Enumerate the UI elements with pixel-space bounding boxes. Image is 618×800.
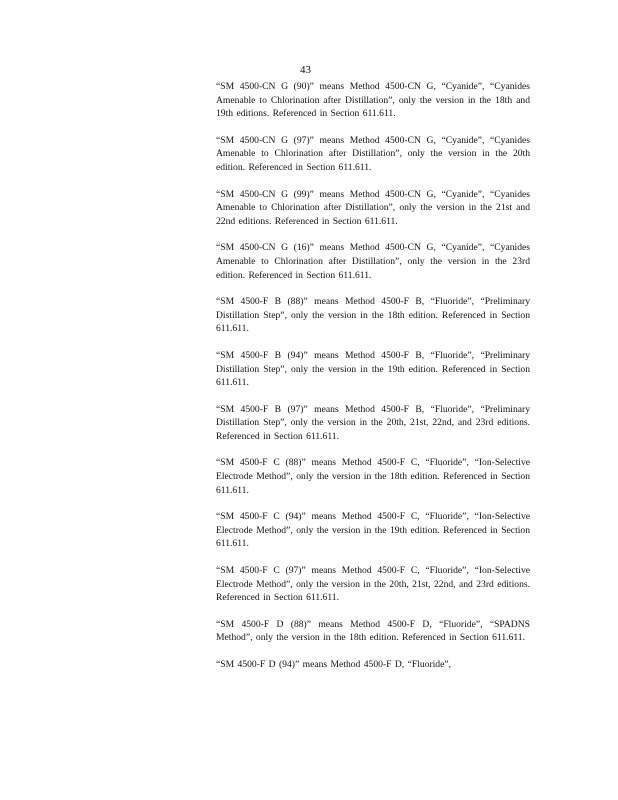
definition-paragraph: “SM 4500-F B (94)” means Method 4500-F B, “Fluoride”, “Preliminary Distillation Step”, only the version in the 19th edition. Referenced in Section 611.611.: [216, 349, 530, 389]
page-number: 43: [300, 64, 311, 76]
definition-paragraph: “SM 4500-F D (94)” means Method 4500-F D, “Fluoride”,: [216, 659, 452, 670]
definition-paragraph: “SM 4500-F C (97)” means Method 4500-F C, “Fluoride”, “Ion-Selective Electrode Method”, only the version in the 20th, 21st, 22nd, and 23rd editions. Referenced in Section 611.611.: [216, 565, 530, 604]
definition-paragraph: “SM 4500-CN G (97)” means Method 4500-CN G, “Cyanide”, “Cyanides Amenable to Chlorination after Distillation”, only the version in the 20th edition. Referenced in Section 611.611.: [216, 134, 530, 173]
definition-paragraph: “SM 4500-CN G (90)” means Method 4500-CN G, “Cyanide”, “Cyanides Amenable to Chlorination after Distillation”, only the version in the 18th and 19th editions. Referenced in Section 611.611.: [216, 81, 530, 120]
definition-paragraph: “SM 4500-F B (97)” means Method 4500-F B, “Fluoride”, “Preliminary Distillation Step”, only the version in the 20th, 21st, 22nd, and 23rd editions. Referenced in Section 611.611.: [216, 403, 530, 442]
definition-paragraph: “SM 4500-F C (88)” means Method 4500-F C, “Fluoride”, “Ion-Selective Electrode Method”, only the version in the 18th edition. Referenced in Section 611.611.: [216, 457, 530, 496]
definition-paragraph: “SM 4500-CN G (16)” means Method 4500-CN G, “Cyanide”, “Cyanides Amenable to Chlorination after Distillation”, only the version in the 23rd edition. Referenced in Section 611.611.: [216, 242, 530, 281]
definition-paragraph: “SM 4500-CN G (99)” means Method 4500-CN G, “Cyanide”, “Cyanides Amenable to Chlorination after Distillation”, only the version in the 21st and 22nd editions. Referenced in Section 611.611.: [216, 188, 530, 227]
definitions-list: [216, 80, 530, 685]
definition-paragraph: “SM 4500-F B (88)” means Method 4500-F B, “Fluoride”, “Preliminary Distillation Step”, only the version in the 18th edition. Referenced in Section 611.611.: [216, 296, 530, 335]
definition-paragraph: “SM 4500-F D (88)” means Method 4500-F D, “Fluoride”, “SPADNS Method”, only the version in the 18th edition. Referenced in Section 611.611.: [216, 618, 530, 644]
definition-paragraph: “SM 4500-F C (94)” means Method 4500-F C, “Fluoride”, “Ion-Selective Electrode Method”, only the version in the 19th edition. Referenced in Section 611.611.: [216, 511, 530, 550]
